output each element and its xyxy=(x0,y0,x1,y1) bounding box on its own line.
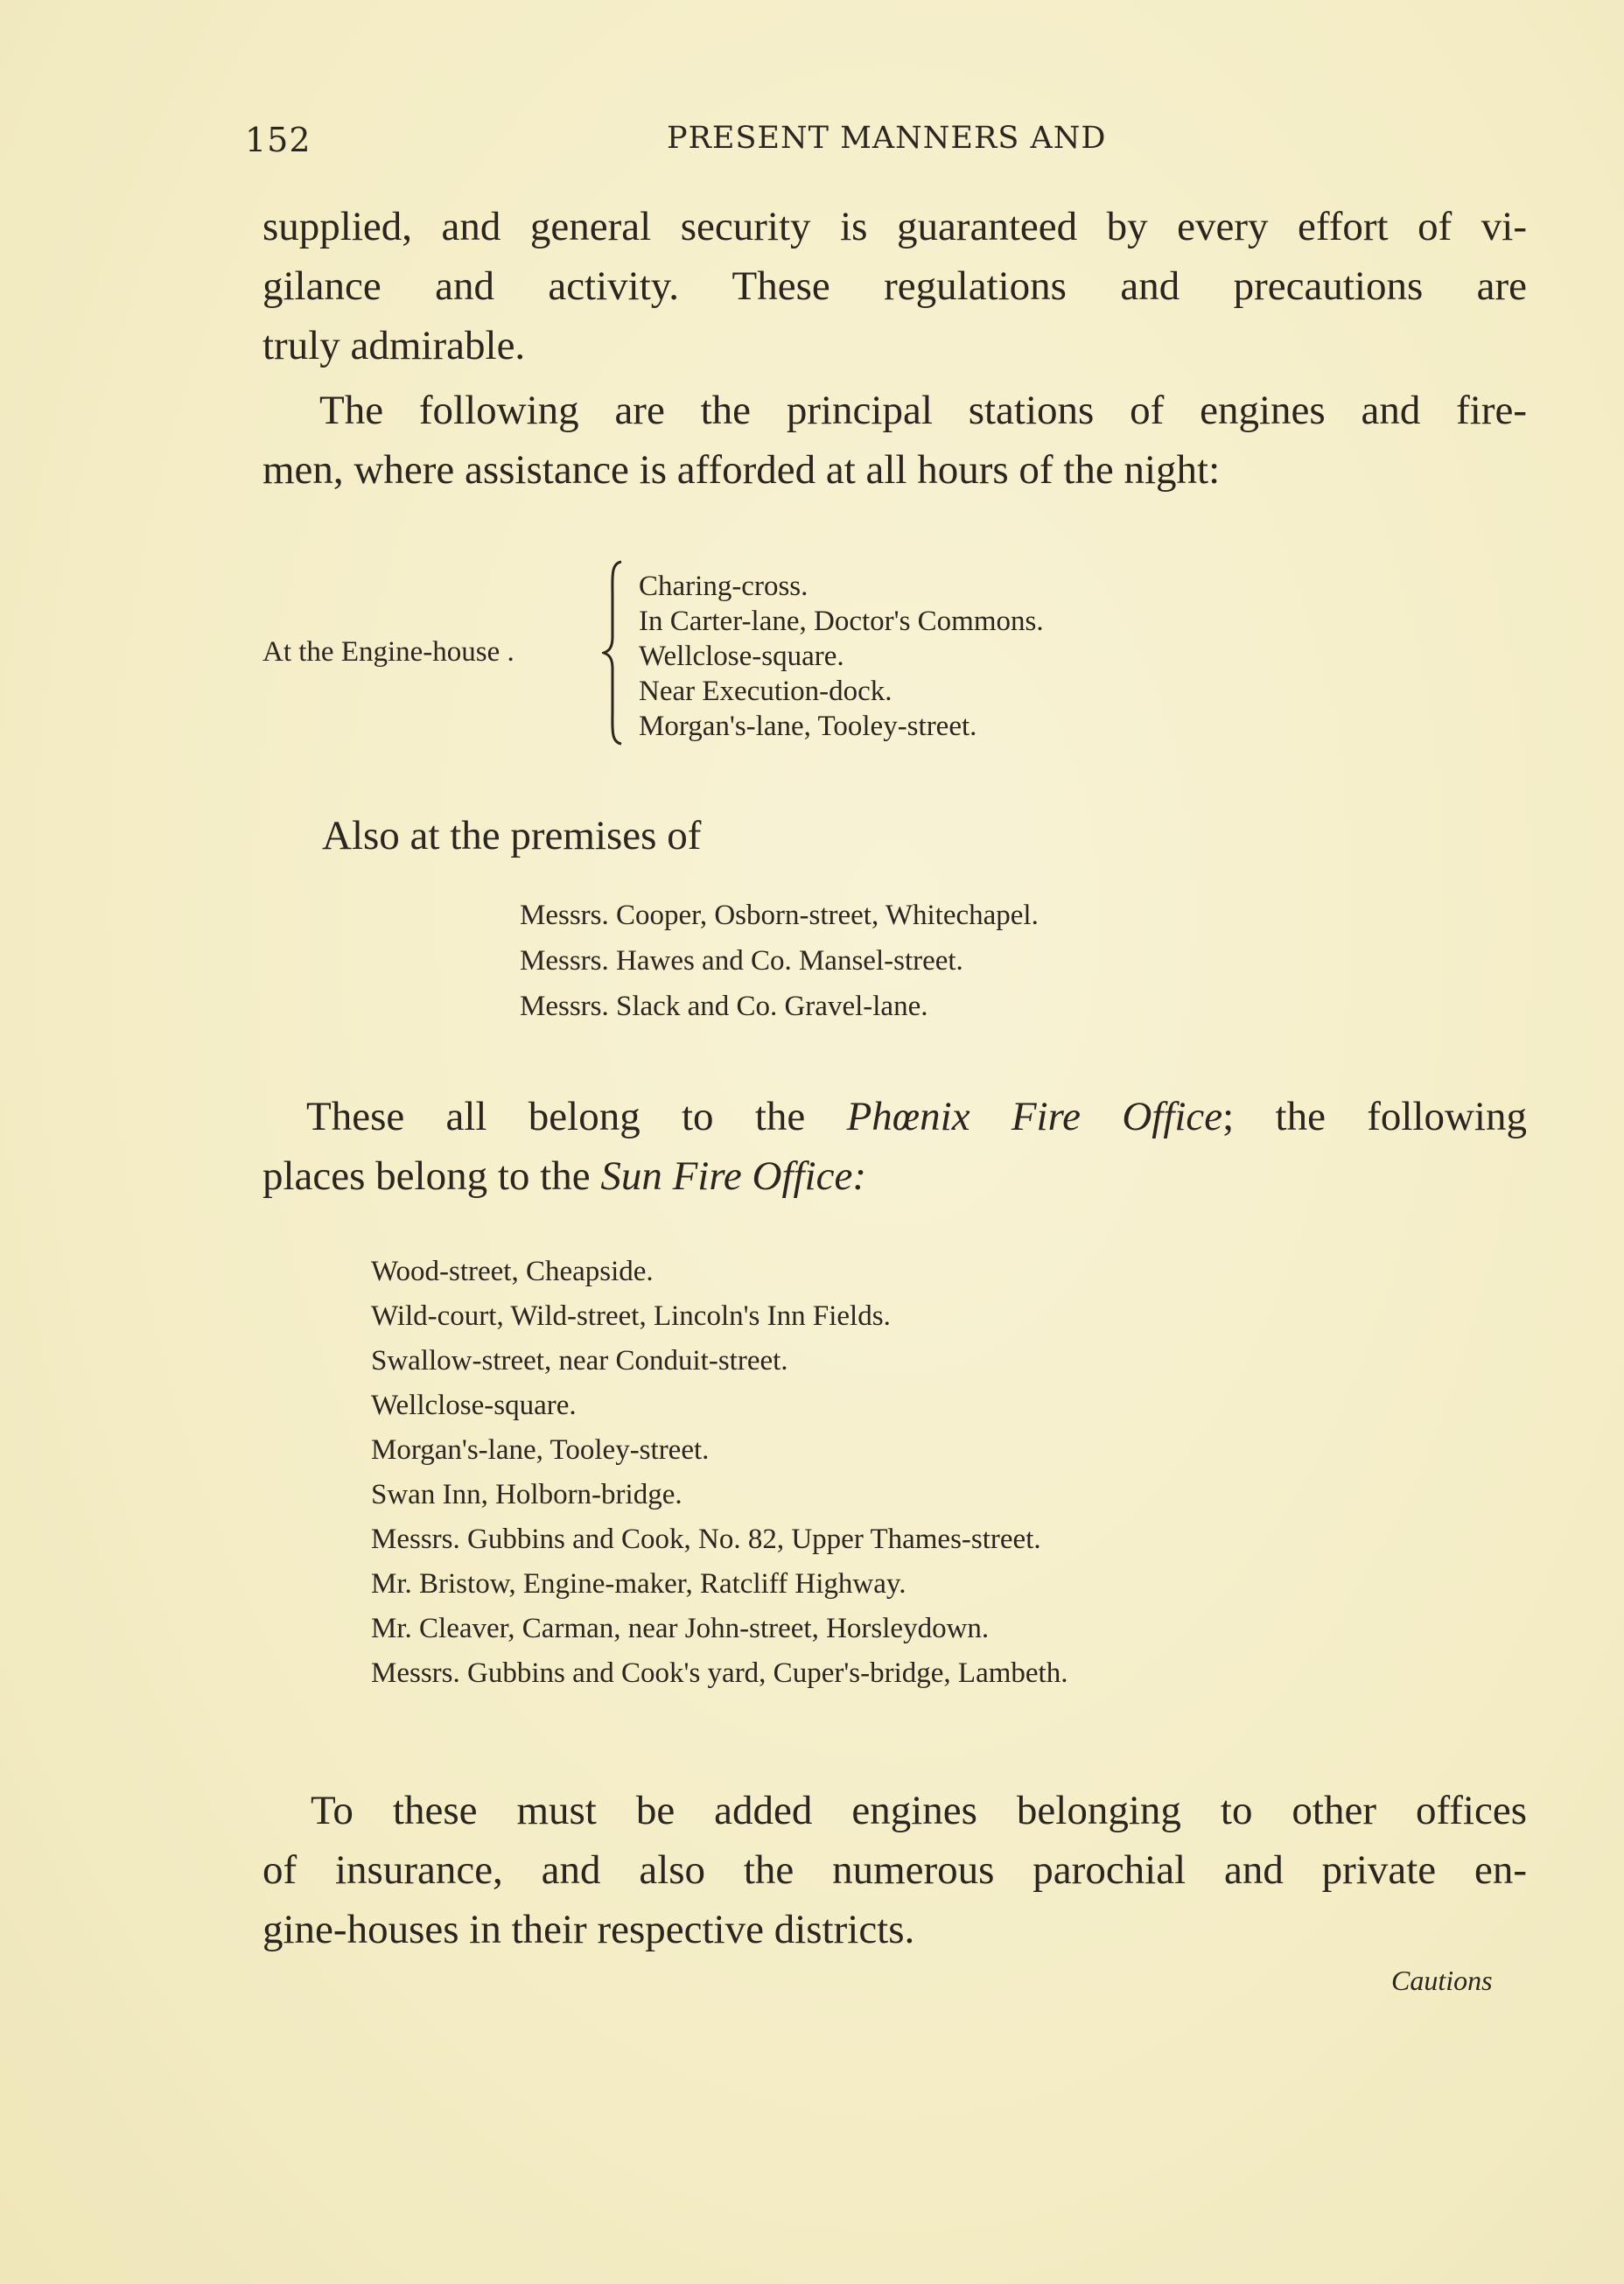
text-run: These all belong to the xyxy=(306,1094,806,1139)
paragraph-security xyxy=(262,197,1527,375)
curly-brace-icon xyxy=(602,560,628,746)
list-item: In Carter-lane, Doctor's Commons. xyxy=(639,606,1044,637)
list-item: Messrs. Hawes and Co. Mansel-street. xyxy=(520,945,963,977)
paragraph-stations-intro xyxy=(262,381,1527,500)
paragraph-line: truly admirable. xyxy=(262,323,526,368)
sun-fire-places-list xyxy=(371,1250,1068,1696)
list-item: Morgan's-lane, Tooley-street. xyxy=(639,711,977,742)
list-item: Mr. Bristow, Engine-maker, Ratcliff Highway. xyxy=(371,1568,906,1600)
premises-list xyxy=(520,893,1039,1029)
paragraph-line: men, where assistance is afforded at all hours of the night: xyxy=(262,447,1221,493)
list-item: Mr. Cleaver, Carman, near John-street, Horsleydown. xyxy=(371,1613,990,1644)
list-item: Messrs. Cooper, Osborn-street, Whitechapel. xyxy=(520,900,1039,931)
list-item: Morgan's-lane, Tooley-street. xyxy=(371,1434,710,1466)
list-item: Messrs. Gubbins and Cook, No. 82, Upper Thames-street. xyxy=(371,1524,1041,1555)
engine-house-label: At the Engine-house . xyxy=(262,636,514,668)
list-item: Wellclose-square. xyxy=(371,1390,577,1421)
catchword: Cautions xyxy=(1391,1965,1493,1996)
paragraph-line: gilance and activity. These regulations and precautions are xyxy=(262,263,1527,309)
paragraph-line: The following are the principal stations of engines and fire- xyxy=(319,388,1527,433)
premises-heading: Also at the premises of xyxy=(322,813,702,858)
list-item: Swallow-street, near Conduit-street. xyxy=(371,1345,788,1377)
engine-station-list xyxy=(639,569,1044,744)
list-item: Wellclose-square. xyxy=(639,641,844,672)
list-item: Charing-cross. xyxy=(639,571,808,602)
paragraph-line: supplied, and general security is guaranteed by every effort of vi- xyxy=(262,204,1527,249)
list-item: Wild-court, Wild-street, Lincoln's Inn Fields. xyxy=(371,1300,891,1332)
text-run: places belong to the xyxy=(262,1153,591,1199)
paragraph-fire-offices xyxy=(262,1087,1527,1206)
phoenix-office-name: Phœnix Fire Office xyxy=(846,1094,1223,1139)
running-title: PRESENT MANNERS AND xyxy=(667,121,1107,156)
list-item: Near Execution-dock. xyxy=(639,676,892,707)
list-item: Wood-street, Cheapside. xyxy=(371,1256,654,1287)
sun-office-name: Sun Fire Office: xyxy=(600,1153,866,1199)
list-item: Messrs. Gubbins and Cook's yard, Cuper's-bridge, Lambeth. xyxy=(371,1657,1068,1689)
paragraph-line: gine-houses in their respective districts. xyxy=(262,1907,915,1952)
text-run: ; the following xyxy=(1222,1094,1527,1139)
paragraph-line: To these must be added engines belonging to other offices xyxy=(311,1788,1527,1833)
paragraph-line xyxy=(262,1087,1527,1146)
page-number: 152 xyxy=(245,121,312,159)
list-item: Messrs. Slack and Co. Gravel-lane. xyxy=(520,991,928,1022)
list-item: Swan Inn, Holborn-bridge. xyxy=(371,1479,682,1510)
paragraph-line xyxy=(262,1146,1527,1206)
paragraph-other-engines xyxy=(262,1781,1527,1959)
paragraph-line: of insurance, and also the numerous parochial and private en- xyxy=(262,1847,1527,1893)
